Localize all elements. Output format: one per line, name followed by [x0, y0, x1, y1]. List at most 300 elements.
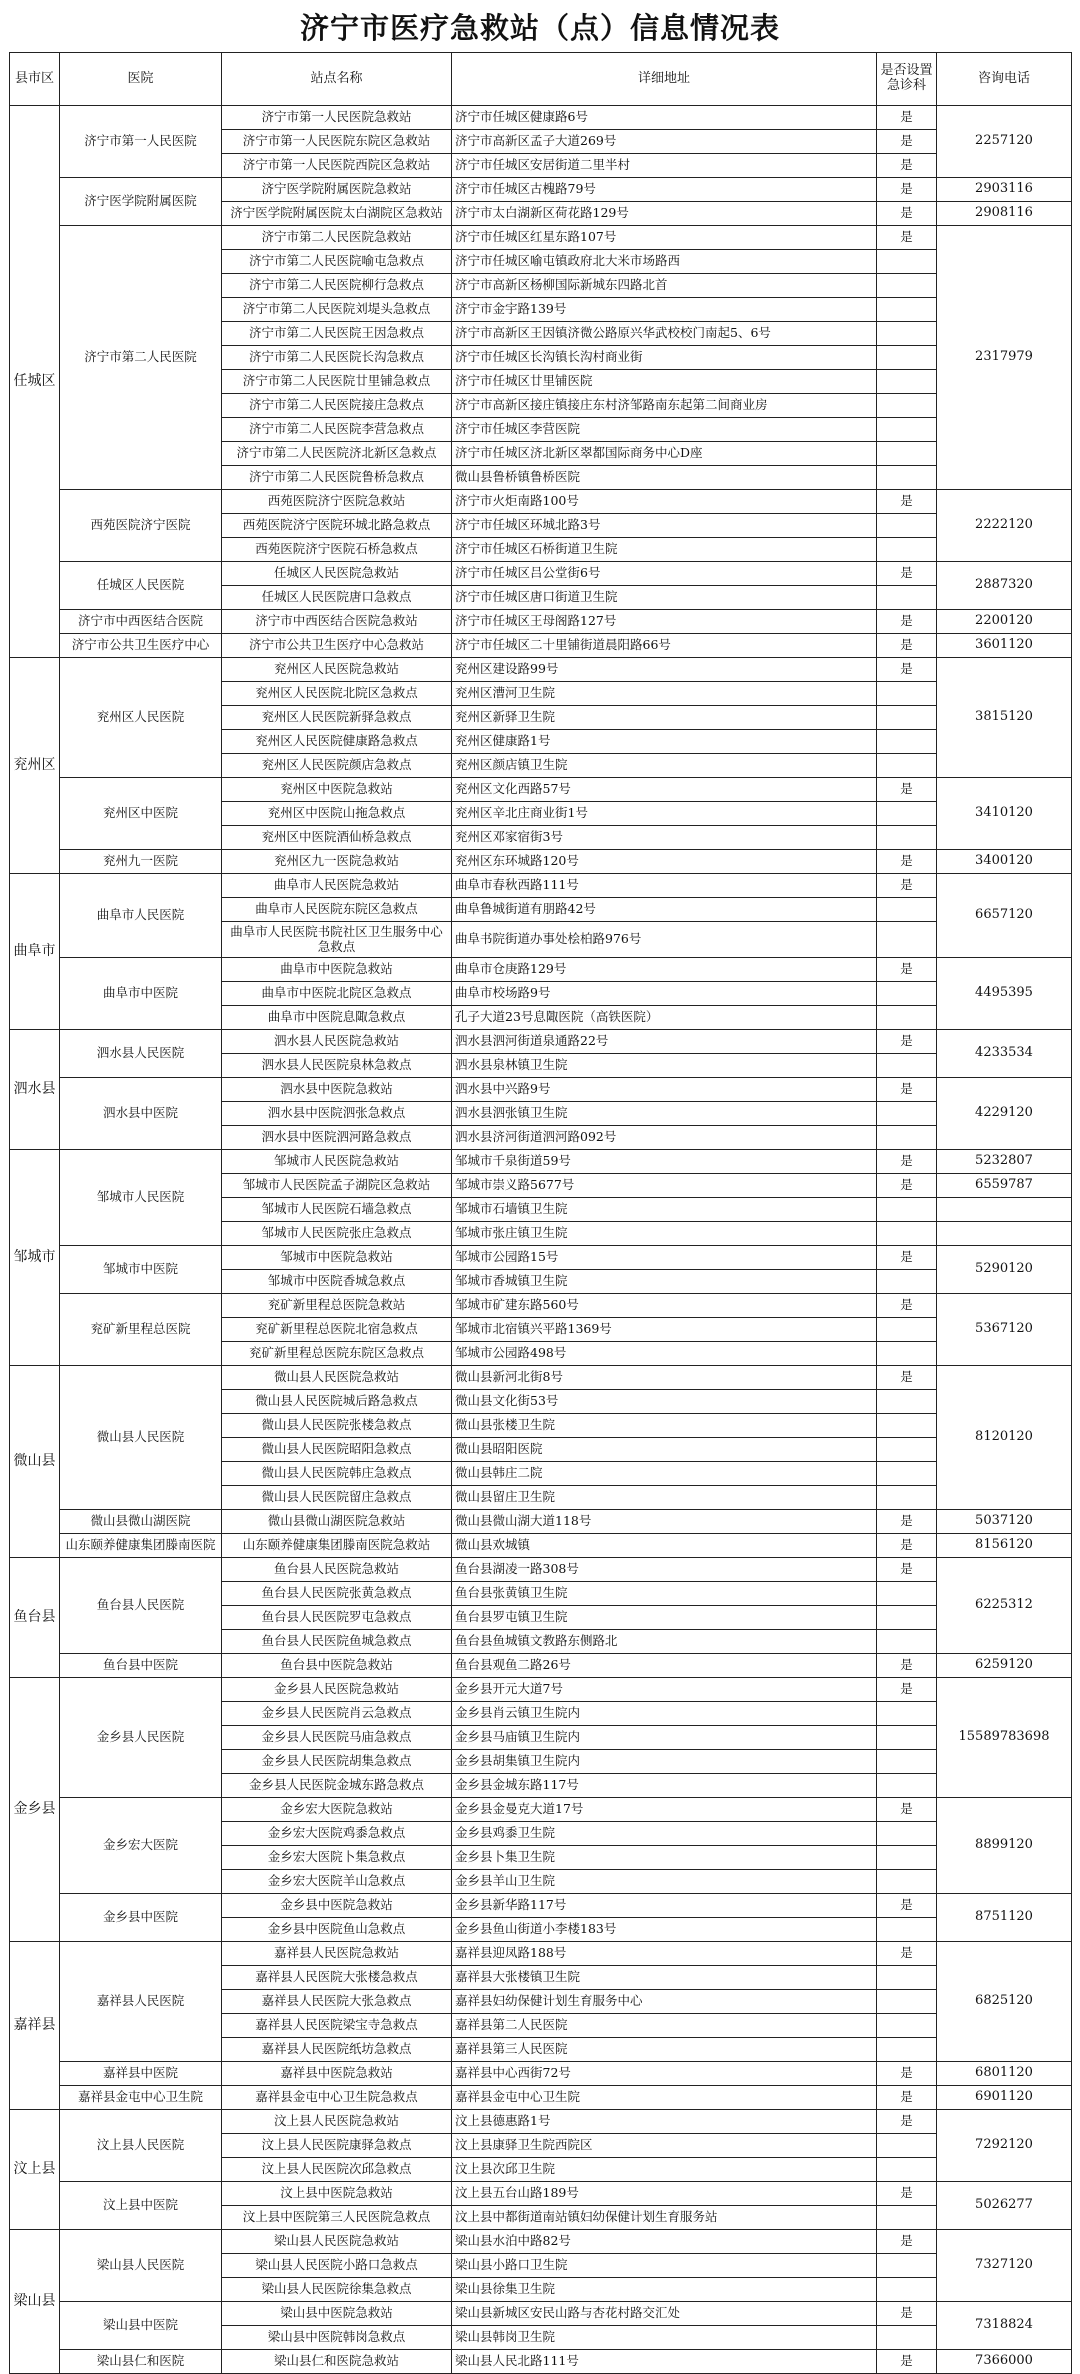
hospital-cell: 鱼台县人民医院 — [60, 1558, 222, 1654]
emergency-flag-cell: 是 — [877, 610, 937, 634]
station-name-cell: 兖州区人民医院新驿急救点 — [222, 706, 452, 730]
emergency-flag-cell — [877, 1006, 937, 1030]
address-cell: 兖州区辛北庄商业街1号 — [452, 802, 877, 826]
table-row — [10, 1942, 1072, 1966]
address-cell: 嘉祥县妇幼保健计划生育服务中心 — [452, 1990, 877, 2014]
station-name-cell: 曲阜市中医院北院区急救点 — [222, 982, 452, 1006]
address-cell: 金乡县新华路117号 — [452, 1894, 877, 1918]
emergency-flag-cell: 是 — [877, 1078, 937, 1102]
emergency-flag-cell — [877, 802, 937, 826]
station-name-cell: 梁山县人民医院小路口急救点 — [222, 2254, 452, 2278]
emergency-flag-cell — [877, 2038, 937, 2062]
phone-cell: 2222120 — [937, 490, 1072, 562]
phone-cell: 8899120 — [937, 1798, 1072, 1894]
emergency-flag-cell — [877, 730, 937, 754]
address-cell: 汶上县五台山路189号 — [452, 2182, 877, 2206]
hospital-cell: 曲阜市人民医院 — [60, 874, 222, 958]
emergency-flag-cell: 是 — [877, 1558, 937, 1582]
emergency-flag-cell: 是 — [877, 1294, 937, 1318]
table-row — [10, 1678, 1072, 1702]
emergency-flag-cell: 是 — [877, 2182, 937, 2206]
address-cell: 泗水县泉林镇卫生院 — [452, 1054, 877, 1078]
emergency-flag-cell — [877, 346, 937, 370]
address-cell: 邹城市千泉街道59号 — [452, 1150, 877, 1174]
emergency-flag-cell — [877, 1126, 937, 1150]
table-row — [10, 610, 1072, 634]
station-name-cell: 任城区人民医院唐口急救点 — [222, 586, 452, 610]
hospital-cell: 曲阜市中医院 — [60, 958, 222, 1030]
address-cell: 微山县留庄卫生院 — [452, 1486, 877, 1510]
address-cell: 济宁市任城区长沟镇长沟村商业街 — [452, 346, 877, 370]
emergency-flag-cell — [877, 1198, 937, 1222]
table-row — [10, 1246, 1072, 1270]
emergency-flag-cell — [877, 394, 937, 418]
header-station: 站点名称 — [222, 53, 452, 106]
emergency-flag-cell: 是 — [877, 490, 937, 514]
station-name-cell: 汶上县人民医院次邱急救点 — [222, 2158, 452, 2182]
station-name-cell: 西苑医院济宁医院环城北路急救点 — [222, 514, 452, 538]
emergency-flag-cell: 是 — [877, 2086, 937, 2110]
phone-cell — [937, 1222, 1072, 1246]
address-cell: 兖州区邓家宿街3号 — [452, 826, 877, 850]
hospital-cell: 西苑医院济宁医院 — [60, 490, 222, 562]
station-name-cell: 梁山县中医院韩岗急救点 — [222, 2326, 452, 2350]
station-name-cell: 济宁市第二人民医院济北新区急救点 — [222, 442, 452, 466]
emergency-flag-cell: 是 — [877, 874, 937, 898]
address-cell: 汶上县次邱卫生院 — [452, 2158, 877, 2182]
station-name-cell: 鱼台县人民医院罗屯急救点 — [222, 1606, 452, 1630]
station-name-cell: 邹城市人民医院张庄急救点 — [222, 1222, 452, 1246]
address-cell: 鱼台县观鱼二路26号 — [452, 1654, 877, 1678]
phone-cell: 7366000 — [937, 2350, 1072, 2374]
emergency-flag-cell — [877, 298, 937, 322]
address-cell: 邹城市公园路498号 — [452, 1342, 877, 1366]
station-name-cell: 泗水县人民医院急救站 — [222, 1030, 452, 1054]
emergency-flag-cell — [877, 2326, 937, 2350]
hospital-cell: 金乡县人民医院 — [60, 1678, 222, 1798]
county-cell: 嘉祥县 — [10, 1942, 60, 2110]
address-cell: 济宁市火炬南路100号 — [452, 490, 877, 514]
phone-cell: 6801120 — [937, 2062, 1072, 2086]
emergency-flag-cell: 是 — [877, 1894, 937, 1918]
station-name-cell: 嘉祥县金屯中心卫生院急救点 — [222, 2086, 452, 2110]
station-name-cell: 梁山县人民医院急救站 — [222, 2230, 452, 2254]
emergency-flag-cell — [877, 982, 937, 1006]
hospital-cell: 梁山县中医院 — [60, 2302, 222, 2350]
hospital-cell: 济宁市第二人民医院 — [60, 226, 222, 490]
emergency-flag-cell — [877, 1966, 937, 1990]
emergency-flag-cell — [877, 754, 937, 778]
address-cell: 济宁市高新区接庄镇接庄东村济邹路南东起第二间商业房 — [452, 394, 877, 418]
station-name-cell: 金乡宏大医院急救站 — [222, 1798, 452, 1822]
station-name-cell: 济宁市第二人民医院鲁桥急救点 — [222, 466, 452, 490]
address-cell: 济宁市高新区王因镇济微公路原兴华武校校门南起5、6号 — [452, 322, 877, 346]
phone-cell: 6225312 — [937, 1558, 1072, 1654]
emergency-flag-cell — [877, 2206, 937, 2230]
address-cell: 微山县文化街53号 — [452, 1390, 877, 1414]
station-name-cell: 金乡县人民医院肖云急救点 — [222, 1702, 452, 1726]
address-cell: 济宁市任城区古槐路79号 — [452, 178, 877, 202]
phone-cell: 2257120 — [937, 106, 1072, 178]
address-cell: 济宁市高新区杨柳国际新城东四路北首 — [452, 274, 877, 298]
emergency-flag-cell — [877, 1270, 937, 1294]
emergency-flag-cell — [877, 1390, 937, 1414]
station-name-cell: 济宁市第二人民医院王因急救点 — [222, 322, 452, 346]
station-name-cell: 济宁市第一人民医院西院区急救站 — [222, 154, 452, 178]
address-cell: 金乡县马庙镇卫生院内 — [452, 1726, 877, 1750]
station-name-cell: 兖矿新里程总医院急救站 — [222, 1294, 452, 1318]
address-cell: 鱼台县湖凌一路308号 — [452, 1558, 877, 1582]
station-name-cell: 邹城市人民医院急救站 — [222, 1150, 452, 1174]
address-cell: 微山县昭阳医院 — [452, 1438, 877, 1462]
station-name-cell: 梁山县仁和医院急救站 — [222, 2350, 452, 2374]
table-row — [10, 1510, 1072, 1534]
address-cell: 梁山县新城区安民山路与杏花村路交汇处 — [452, 2302, 877, 2326]
header-county: 县市区 — [10, 53, 60, 106]
station-name-cell: 兖矿新里程总医院北宿急救点 — [222, 1318, 452, 1342]
emergency-flag-cell — [877, 826, 937, 850]
station-name-cell: 曲阜市人民医院东院区急救点 — [222, 898, 452, 922]
emergency-flag-cell — [877, 1918, 937, 1942]
table-row — [10, 1294, 1072, 1318]
phone-cell: 7327120 — [937, 2230, 1072, 2302]
hospital-cell: 邹城市人民医院 — [60, 1150, 222, 1246]
page-title: 济宁市医疗急救站（点）信息情况表 — [299, 10, 780, 45]
station-name-cell: 金乡宏大医院卜集急救点 — [222, 1846, 452, 1870]
address-cell: 济宁市太白湖新区荷花路129号 — [452, 202, 877, 226]
address-cell: 嘉祥县大张楼镇卫生院 — [452, 1966, 877, 1990]
station-name-cell: 济宁市第二人民医院刘堤头急救点 — [222, 298, 452, 322]
station-name-cell: 金乡县中医院鱼山急救点 — [222, 1918, 452, 1942]
emergency-flag-cell: 是 — [877, 2302, 937, 2326]
hospital-cell: 梁山县人民医院 — [60, 2230, 222, 2302]
hospital-cell: 梁山县仁和医院 — [60, 2350, 222, 2374]
table-row — [10, 1078, 1072, 1102]
address-cell: 嘉祥县迎凤路188号 — [452, 1942, 877, 1966]
station-name-cell: 金乡县中医院急救站 — [222, 1894, 452, 1918]
table-row — [10, 2086, 1072, 2110]
emergency-flag-cell: 是 — [877, 178, 937, 202]
phone-cell: 3400120 — [937, 850, 1072, 874]
emergency-flag-cell — [877, 1222, 937, 1246]
emergency-flag-cell — [877, 1102, 937, 1126]
table-body — [10, 106, 1072, 2374]
station-name-cell: 微山县微山湖医院急救站 — [222, 1510, 452, 1534]
emergency-flag-cell: 是 — [877, 1150, 937, 1174]
address-cell: 嘉祥县第三人民医院 — [452, 2038, 877, 2062]
station-name-cell: 兖州区九一医院急救站 — [222, 850, 452, 874]
phone-cell: 7292120 — [937, 2110, 1072, 2182]
station-name-cell: 兖州区人民医院健康路急救点 — [222, 730, 452, 754]
emergency-flag-cell: 是 — [877, 1798, 937, 1822]
address-cell: 济宁市任城区健康路6号 — [452, 106, 877, 130]
address-cell: 曲阜鲁城街道有朋路42号 — [452, 898, 877, 922]
phone-cell: 2908116 — [937, 202, 1072, 226]
address-cell: 曲阜市仓庚路129号 — [452, 958, 877, 982]
station-name-cell: 汶上县中医院急救站 — [222, 2182, 452, 2206]
table-row — [10, 850, 1072, 874]
address-cell: 济宁市任城区石桥街道卫生院 — [452, 538, 877, 562]
hospital-cell: 山东颐养健康集团滕南医院 — [60, 1534, 222, 1558]
address-cell: 微山县微山湖大道118号 — [452, 1510, 877, 1534]
station-name-cell: 汶上县人民医院急救站 — [222, 2110, 452, 2134]
phone-cell: 8120120 — [937, 1366, 1072, 1510]
hospital-cell: 嘉祥县人民医院 — [60, 1942, 222, 2062]
address-cell: 梁山县小路口卫生院 — [452, 2254, 877, 2278]
address-cell: 兖州区颜店镇卫生院 — [452, 754, 877, 778]
emergency-flag-cell: 是 — [877, 850, 937, 874]
address-cell: 兖州区建设路99号 — [452, 658, 877, 682]
station-name-cell: 金乡县人民医院急救站 — [222, 1678, 452, 1702]
address-cell: 金乡县羊山卫生院 — [452, 1870, 877, 1894]
station-name-cell: 济宁市第二人民医院喻屯急救点 — [222, 250, 452, 274]
address-cell: 济宁市任城区红星东路107号 — [452, 226, 877, 250]
phone-cell: 6259120 — [937, 1654, 1072, 1678]
address-cell: 济宁市高新区孟子大道269号 — [452, 130, 877, 154]
emergency-flag-cell — [877, 2278, 937, 2302]
address-cell: 济宁市任城区安居街道二里半村 — [452, 154, 877, 178]
table-row — [10, 1894, 1072, 1918]
table-row — [10, 2110, 1072, 2134]
station-name-cell: 梁山县中医院急救站 — [222, 2302, 452, 2326]
emergency-flag-cell — [877, 1990, 937, 2014]
phone-cell: 2317979 — [937, 226, 1072, 490]
emergency-flag-cell: 是 — [877, 106, 937, 130]
emergency-flag-cell — [877, 466, 937, 490]
emergency-flag-cell: 是 — [877, 658, 937, 682]
station-name-cell: 微山县人民医院昭阳急救点 — [222, 1438, 452, 1462]
address-cell: 济宁市任城区济北新区翠都国际商务中心D座 — [452, 442, 877, 466]
station-name-cell: 邹城市中医院香城急救点 — [222, 1270, 452, 1294]
emergency-flag-cell — [877, 1726, 937, 1750]
station-name-cell: 汶上县人民医院康驿急救点 — [222, 2134, 452, 2158]
station-table — [9, 52, 1072, 2374]
table-row — [10, 1534, 1072, 1558]
phone-cell: 5290120 — [937, 1246, 1072, 1294]
table-row — [10, 562, 1072, 586]
station-name-cell: 嘉祥县人民医院大张楼急救点 — [222, 1966, 452, 1990]
station-name-cell: 济宁市第二人民医院柳行急救点 — [222, 274, 452, 298]
address-cell: 兖州区新驿卫生院 — [452, 706, 877, 730]
station-name-cell: 微山县人民医院城后路急救点 — [222, 1390, 452, 1414]
address-cell: 泗水县泗张镇卫生院 — [452, 1102, 877, 1126]
table-row — [10, 2182, 1072, 2206]
station-name-cell: 泗水县人民医院泉林急救点 — [222, 1054, 452, 1078]
header-phone: 咨询电话 — [937, 53, 1072, 106]
emergency-flag-cell: 是 — [877, 562, 937, 586]
address-cell: 嘉祥县第二人民医院 — [452, 2014, 877, 2038]
county-cell: 任城区 — [10, 106, 60, 658]
emergency-flag-cell: 是 — [877, 1678, 937, 1702]
address-cell: 金乡县鸡黍卫生院 — [452, 1822, 877, 1846]
table-row — [10, 178, 1072, 202]
address-cell: 兖州区文化西路57号 — [452, 778, 877, 802]
table-row — [10, 1798, 1072, 1822]
emergency-flag-cell: 是 — [877, 634, 937, 658]
emergency-flag-cell — [877, 250, 937, 274]
hospital-cell: 鱼台县中医院 — [60, 1654, 222, 1678]
address-cell: 曲阜市校场路9号 — [452, 982, 877, 1006]
station-name-cell: 曲阜市中医院急救站 — [222, 958, 452, 982]
phone-cell: 3410120 — [937, 778, 1072, 850]
emergency-flag-cell — [877, 514, 937, 538]
station-name-cell: 邹城市人民医院石墙急救点 — [222, 1198, 452, 1222]
emergency-flag-cell — [877, 1414, 937, 1438]
station-name-cell: 兖州区人民医院北院区急救点 — [222, 682, 452, 706]
station-name-cell: 兖州区中医院急救站 — [222, 778, 452, 802]
hospital-cell: 嘉祥县金屯中心卫生院 — [60, 2086, 222, 2110]
phone-cell: 4495395 — [937, 958, 1072, 1030]
phone-cell: 2200120 — [937, 610, 1072, 634]
station-name-cell: 汶上县中医院第三人民医院急救点 — [222, 2206, 452, 2230]
phone-cell: 5367120 — [937, 1294, 1072, 1366]
address-cell: 梁山县水泊中路82号 — [452, 2230, 877, 2254]
station-name-cell: 嘉祥县人民医院急救站 — [222, 1942, 452, 1966]
station-name-cell: 济宁市中西医结合医院急救站 — [222, 610, 452, 634]
station-name-cell: 兖州区人民医院颜店急救点 — [222, 754, 452, 778]
emergency-flag-cell: 是 — [877, 1654, 937, 1678]
address-cell: 汶上县康驿卫生院西院区 — [452, 2134, 877, 2158]
address-cell: 梁山县徐集卫生院 — [452, 2278, 877, 2302]
station-name-cell: 鱼台县人民医院急救站 — [222, 1558, 452, 1582]
address-cell: 济宁市任城区环城北路3号 — [452, 514, 877, 538]
emergency-flag-cell: 是 — [877, 778, 937, 802]
address-cell: 济宁市任城区王母阁路127号 — [452, 610, 877, 634]
phone-cell: 6559787 — [937, 1174, 1072, 1198]
emergency-flag-cell — [877, 682, 937, 706]
emergency-flag-cell — [877, 442, 937, 466]
address-cell: 嘉祥县金屯中心卫生院 — [452, 2086, 877, 2110]
hospital-cell: 金乡宏大医院 — [60, 1798, 222, 1894]
station-name-cell: 任城区人民医院急救站 — [222, 562, 452, 586]
emergency-flag-cell — [877, 1342, 937, 1366]
table-row — [10, 1366, 1072, 1390]
station-name-cell: 嘉祥县人民医院梁宝寺急救点 — [222, 2014, 452, 2038]
address-cell: 邹城市石墙镇卫生院 — [452, 1198, 877, 1222]
emergency-flag-cell: 是 — [877, 958, 937, 982]
phone-cell: 3601120 — [937, 634, 1072, 658]
phone-cell: 8156120 — [937, 1534, 1072, 1558]
emergency-flag-cell: 是 — [877, 2110, 937, 2134]
hospital-cell: 济宁医学院附属医院 — [60, 178, 222, 226]
station-name-cell: 鱼台县人民医院张黄急救点 — [222, 1582, 452, 1606]
emergency-flag-cell — [877, 322, 937, 346]
hospital-cell: 济宁市中西医结合医院 — [60, 610, 222, 634]
emergency-flag-cell: 是 — [877, 1366, 937, 1390]
station-name-cell: 济宁市公共卫生医疗中心急救站 — [222, 634, 452, 658]
station-name-cell: 兖州区中医院山拖急救点 — [222, 802, 452, 826]
county-cell: 鱼台县 — [10, 1558, 60, 1678]
emergency-flag-cell — [877, 1702, 937, 1726]
phone-cell: 2903116 — [937, 178, 1072, 202]
station-name-cell: 邹城市中医院急救站 — [222, 1246, 452, 1270]
county-cell: 微山县 — [10, 1366, 60, 1558]
station-name-cell: 济宁市第二人民医院李营急救点 — [222, 418, 452, 442]
emergency-flag-cell: 是 — [877, 1510, 937, 1534]
emergency-flag-cell — [877, 1750, 937, 1774]
station-name-cell: 兖州区中医院酒仙桥急救点 — [222, 826, 452, 850]
hospital-cell: 济宁市公共卫生医疗中心 — [60, 634, 222, 658]
address-cell: 微山县新河北街8号 — [452, 1366, 877, 1390]
station-name-cell: 邹城市人民医院孟子湖院区急救站 — [222, 1174, 452, 1198]
hospital-cell: 邹城市中医院 — [60, 1246, 222, 1294]
hospital-cell: 泗水县中医院 — [60, 1078, 222, 1150]
station-name-cell: 微山县人民医院留庄急救点 — [222, 1486, 452, 1510]
hospital-cell: 济宁市第一人民医院 — [60, 106, 222, 178]
address-cell: 金乡县卜集卫生院 — [452, 1846, 877, 1870]
emergency-flag-cell — [877, 1318, 937, 1342]
address-cell: 济宁市任城区喻屯镇政府北大米市场路西 — [452, 250, 877, 274]
hospital-cell: 微山县微山湖医院 — [60, 1510, 222, 1534]
emergency-flag-cell: 是 — [877, 1534, 937, 1558]
hospital-cell: 微山县人民医院 — [60, 1366, 222, 1510]
emergency-flag-cell: 是 — [877, 226, 937, 250]
emergency-flag-cell: 是 — [877, 1246, 937, 1270]
table-row — [10, 1150, 1072, 1174]
phone-cell: 2887320 — [937, 562, 1072, 610]
table-row — [10, 634, 1072, 658]
station-name-cell: 济宁医学院附属医院太白湖院区急救站 — [222, 202, 452, 226]
station-name-cell: 兖州区人民医院急救站 — [222, 658, 452, 682]
county-cell: 梁山县 — [10, 2230, 60, 2374]
address-cell: 泗水县济河街道泗河路092号 — [452, 1126, 877, 1150]
station-name-cell: 金乡县人民医院金城东路急救点 — [222, 1774, 452, 1798]
emergency-flag-cell — [877, 586, 937, 610]
station-name-cell: 济宁市第一人民医院急救站 — [222, 106, 452, 130]
station-name-cell: 济宁市第二人民医院长沟急救点 — [222, 346, 452, 370]
county-cell: 兖州区 — [10, 658, 60, 874]
phone-cell: 6901120 — [937, 2086, 1072, 2110]
table-row — [10, 2350, 1072, 2374]
station-name-cell: 济宁市第二人民医院急救站 — [222, 226, 452, 250]
phone-cell: 5037120 — [937, 1510, 1072, 1534]
address-cell: 邹城市公园路15号 — [452, 1246, 877, 1270]
county-cell: 泗水县 — [10, 1030, 60, 1150]
station-name-cell: 泗水县中医院泗张急救点 — [222, 1102, 452, 1126]
county-cell: 曲阜市 — [10, 874, 60, 1030]
emergency-flag-cell — [877, 1630, 937, 1654]
station-name-cell: 曲阜市人民医院急救站 — [222, 874, 452, 898]
address-cell: 微山县张楼卫生院 — [452, 1414, 877, 1438]
station-name-cell: 微山县人民医院张楼急救点 — [222, 1414, 452, 1438]
hospital-cell: 嘉祥县中医院 — [60, 2062, 222, 2086]
station-name-cell: 梁山县人民医院徐集急救点 — [222, 2278, 452, 2302]
emergency-flag-cell: 是 — [877, 2230, 937, 2254]
address-cell: 济宁市任城区二十里铺街道晨阳路66号 — [452, 634, 877, 658]
emergency-flag-cell — [877, 1486, 937, 1510]
station-name-cell: 山东颐养健康集团滕南医院急救站 — [222, 1534, 452, 1558]
address-cell: 兖州区漕河卫生院 — [452, 682, 877, 706]
emergency-flag-cell: 是 — [877, 130, 937, 154]
phone-cell: 6657120 — [937, 874, 1072, 958]
address-cell: 金乡县胡集镇卫生院内 — [452, 1750, 877, 1774]
emergency-flag-cell — [877, 706, 937, 730]
phone-cell: 5026277 — [937, 2182, 1072, 2230]
table-row — [10, 658, 1072, 682]
station-name-cell: 曲阜市中医院息陬急救点 — [222, 1006, 452, 1030]
address-cell: 邹城市香城镇卫生院 — [452, 1270, 877, 1294]
emergency-flag-cell — [877, 538, 937, 562]
phone-cell: 15589783698 — [937, 1678, 1072, 1798]
station-name-cell: 兖矿新里程总医院东院区急救点 — [222, 1342, 452, 1366]
station-name-cell: 济宁市第一人民医院东院区急救站 — [222, 130, 452, 154]
table-row — [10, 1030, 1072, 1054]
station-name-cell: 济宁医学院附属医院急救站 — [222, 178, 452, 202]
emergency-flag-cell — [877, 922, 937, 958]
phone-cell: 7318824 — [937, 2302, 1072, 2350]
emergency-flag-cell — [877, 1774, 937, 1798]
address-cell: 汶上县中都街道南站镇妇幼保健计划生育服务站 — [452, 2206, 877, 2230]
